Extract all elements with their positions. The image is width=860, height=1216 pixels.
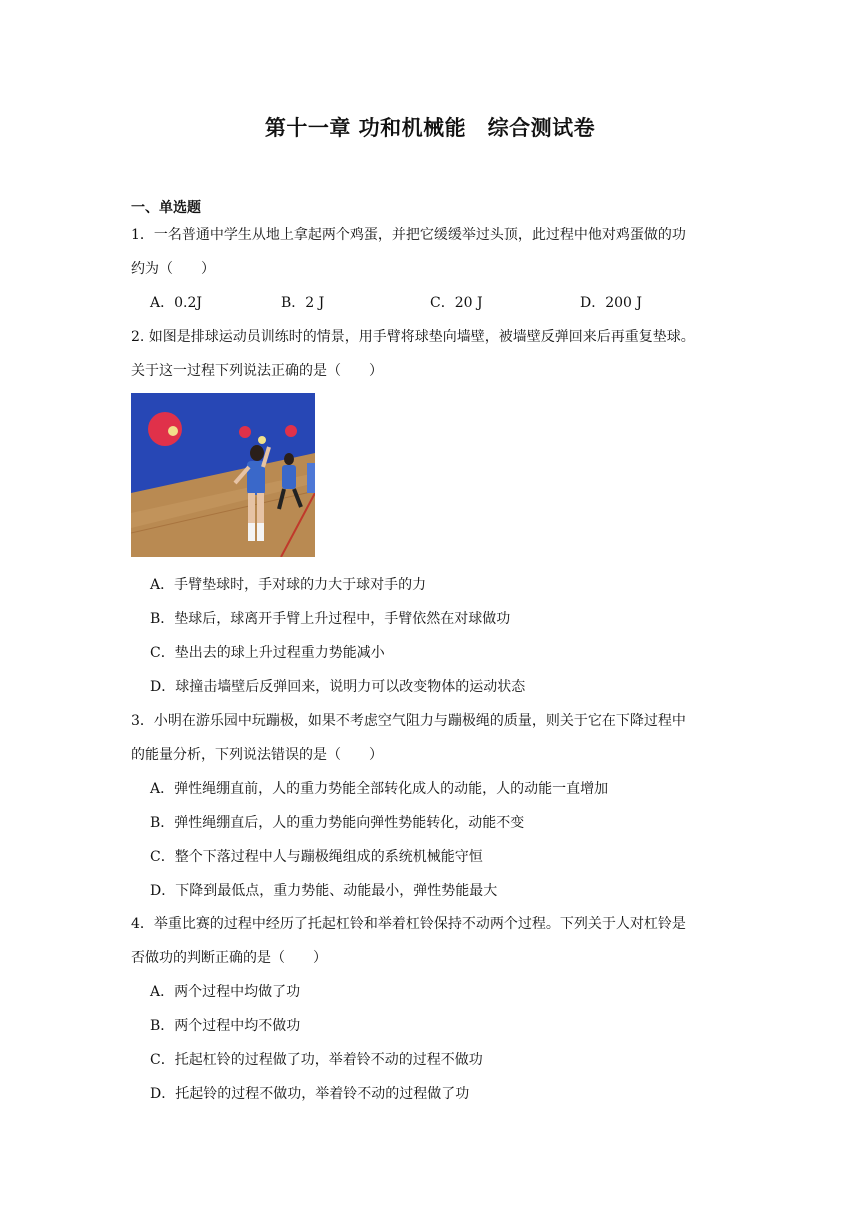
question-3-stem-line-1: 3．小明在游乐园中玩蹦极，如果不考虑空气阻力与蹦极绳的质量，则关于它在下降过程中 <box>131 713 686 729</box>
question-3-option-c: C．整个下落过程中人与蹦极绳组成的系统机械能守恒 <box>150 849 483 865</box>
question-2-option-c: C．垫出去的球上升过程重力势能减小 <box>150 645 385 661</box>
question-1-stem-line-1: 1．一名普通中学生从地上拿起两个鸡蛋，并把它缓缓举过头顶，此过程中他对鸡蛋做的功 <box>131 227 686 243</box>
question-1-option-d: D．200 J <box>580 295 643 311</box>
question-3-option-a: A．弹性绳绷直前，人的重力势能全部转化成人的动能，人的动能一直增加 <box>150 781 609 797</box>
question-4-option-c: C．托起杠铃的过程做了功，举着铃不动的过程不做功 <box>150 1052 483 1068</box>
question-2-stem-line-2: 关于这一过程下列说法正确的是（ ） <box>131 363 383 379</box>
question-1-option-b: B．2 J <box>281 295 325 311</box>
page-title: 第十一章 功和机械能 综合测试卷 <box>264 116 596 140</box>
question-4-option-b: B．两个过程中均不做功 <box>150 1018 301 1034</box>
question-2-stem-line-1: 2. 如图是排球运动员训练时的情景，用手臂将球垫向墙壁，被墙壁反弹回来后再重复垫球。 <box>131 329 695 345</box>
question-1-option-a: A．0.2J <box>150 295 202 311</box>
volleyball-training-photo <box>131 393 315 557</box>
question-3-option-b: B．弹性绳绷直后，人的重力势能向弹性势能转化，动能不变 <box>150 815 525 831</box>
question-2-option-a: A．手臂垫球时，手对球的力大于球对手的力 <box>150 577 427 593</box>
question-1-option-c: C．20 J <box>430 295 483 311</box>
question-2-option-d: D．球撞击墙壁后反弹回来，说明力可以改变物体的运动状态 <box>150 679 526 695</box>
question-4-stem-line-2: 否做功的判断正确的是（ ） <box>131 950 327 966</box>
question-3-stem-line-2: 的能量分析，下列说法错误的是（ ） <box>131 747 383 763</box>
question-3-option-d: D．下降到最低点，重力势能、动能最小，弹性势能最大 <box>150 883 498 899</box>
question-4-stem-line-1: 4．举重比赛的过程中经历了托起杠铃和举着杠铃保持不动两个过程。下列关于人对杠铃是 <box>131 916 686 932</box>
question-1-stem-line-2: 约为（ ） <box>131 261 215 277</box>
question-2-option-b: B．垫球后，球离开手臂上升过程中，手臂依然在对球做功 <box>150 611 511 627</box>
question-4-option-a: A．两个过程中均做了功 <box>150 984 301 1000</box>
question-4-option-d: D．托起铃的过程不做功，举着铃不动的过程做了功 <box>150 1086 470 1102</box>
section-heading: 一、单选题 <box>131 200 201 216</box>
